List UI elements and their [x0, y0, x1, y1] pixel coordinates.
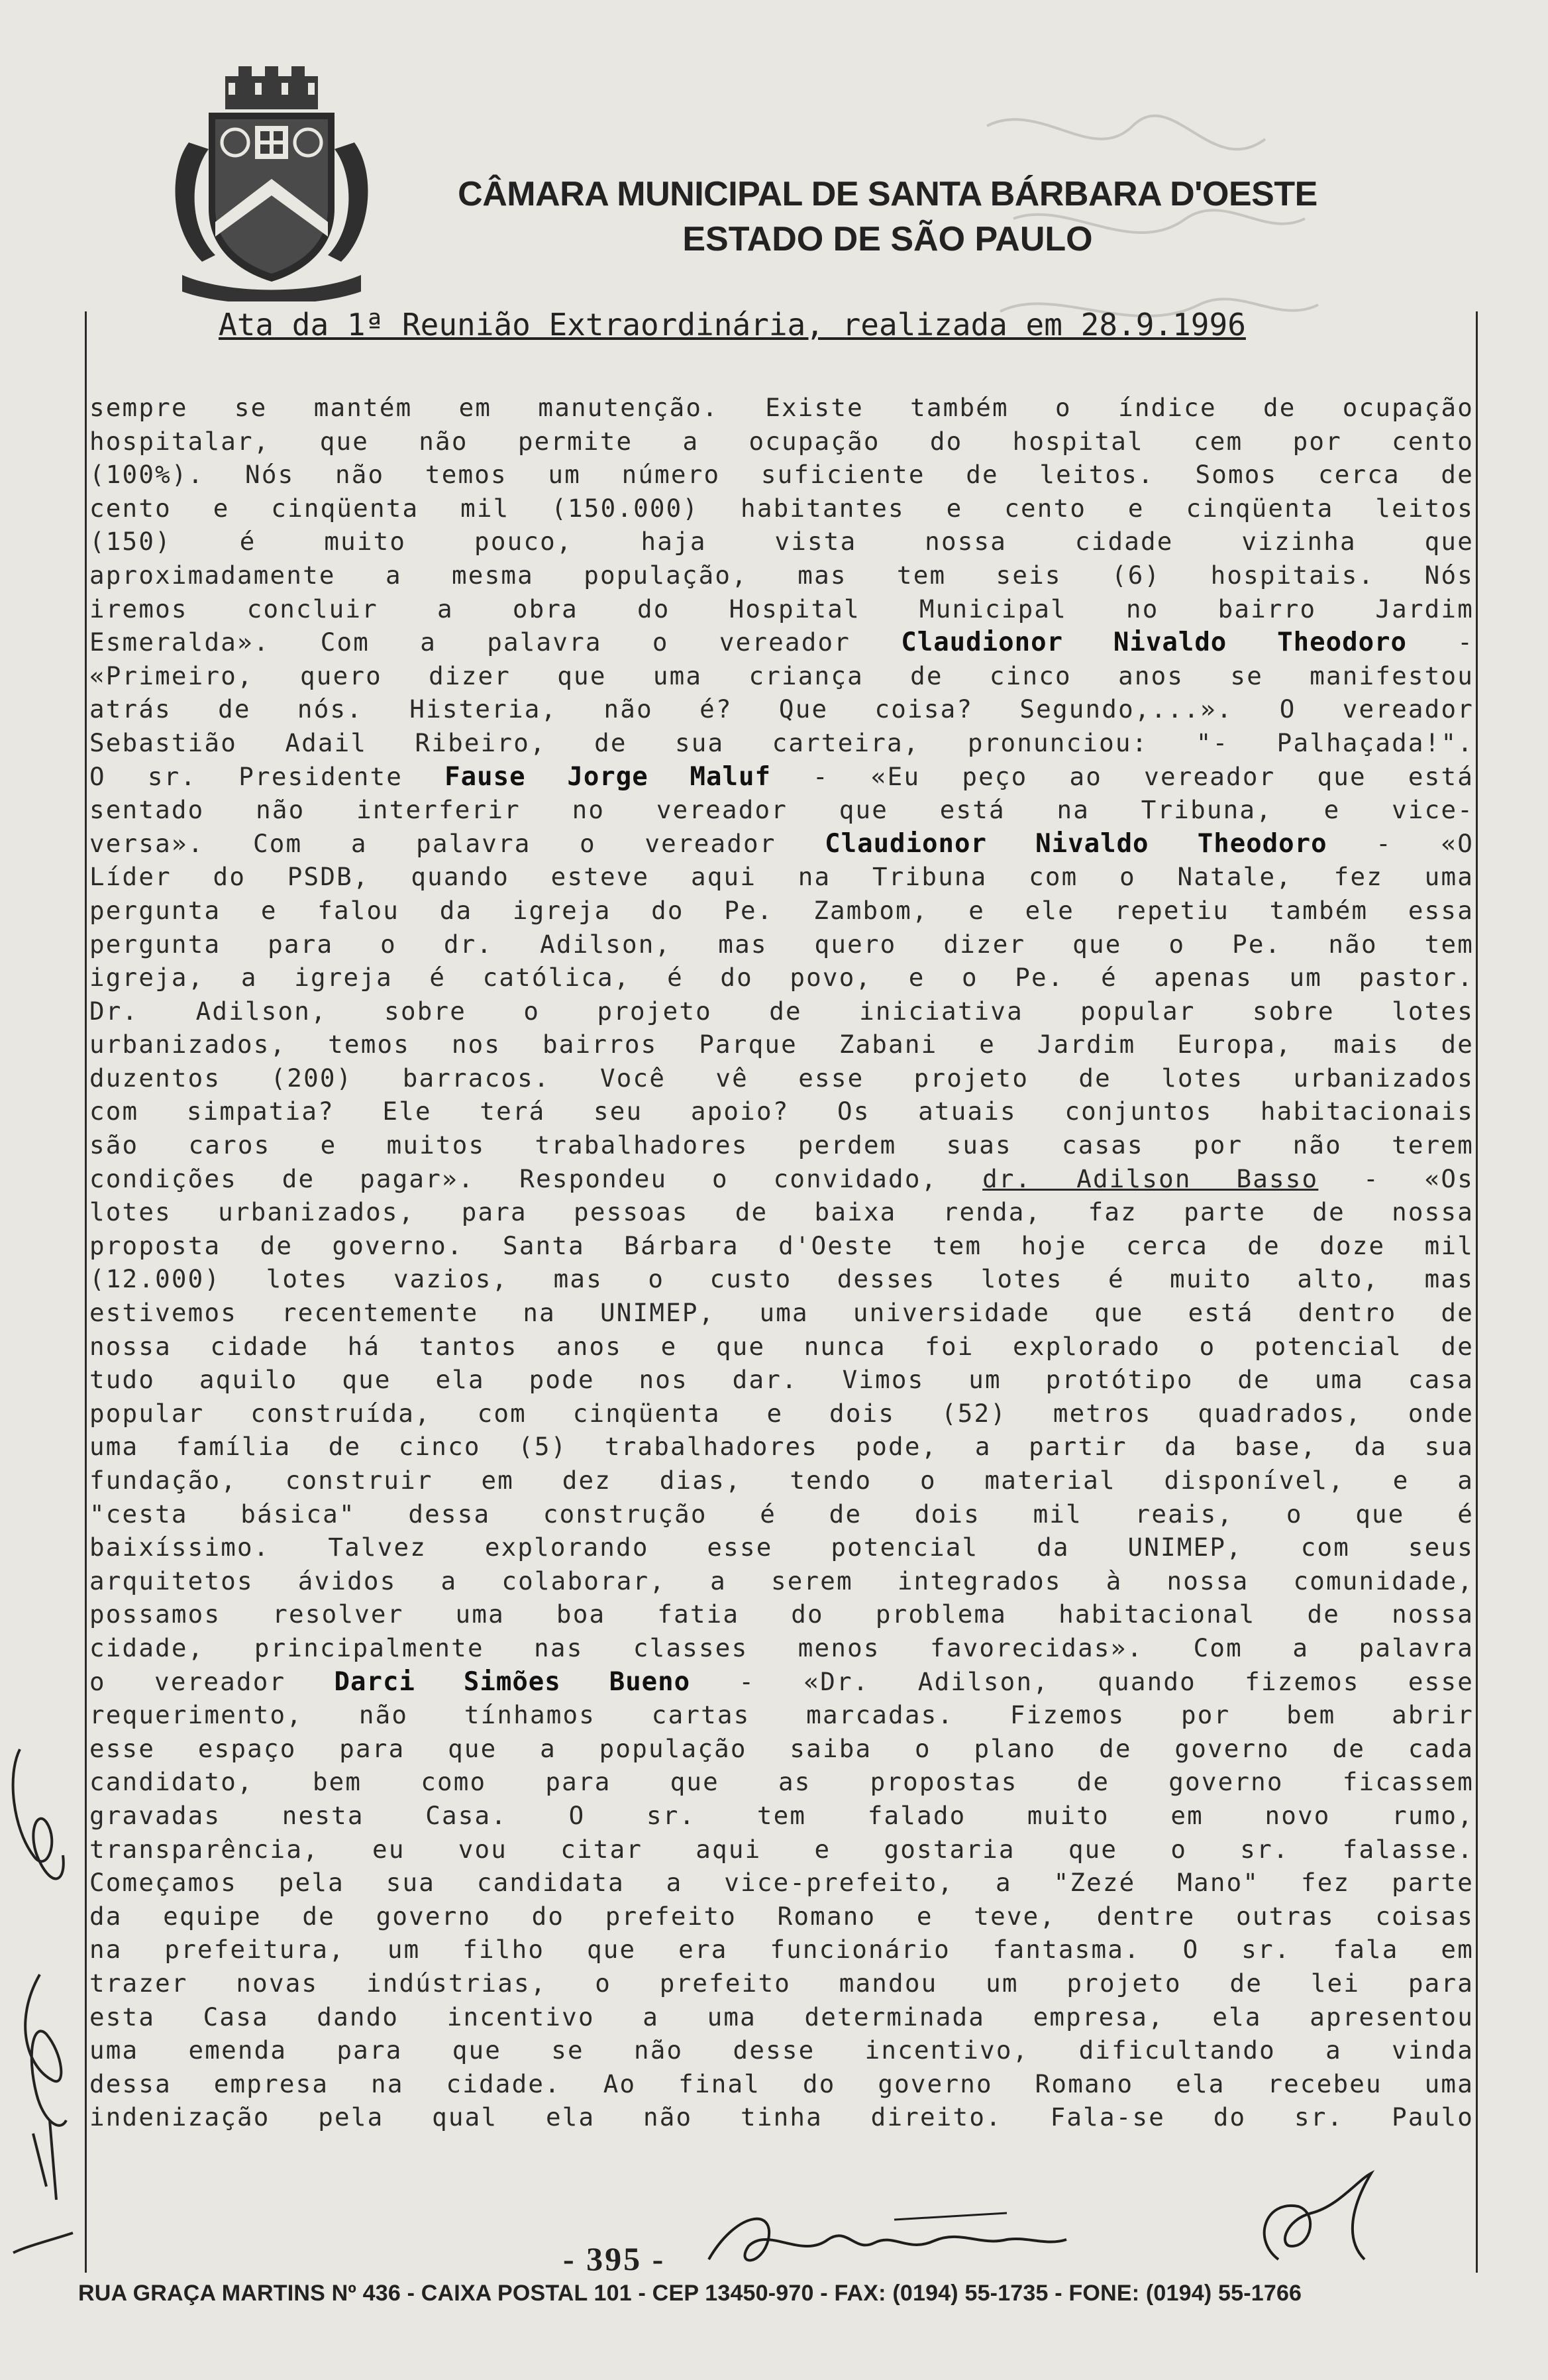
footer-address: RUA GRAÇA MARTINS Nº 436 - CAIXA POSTAL 101 - CEP 13450-970 - FAX: (0194) 55-1735 - FONE: (0194) 55-1766 — [78, 2281, 1302, 2306]
text-segment: pergunta e falou da igreja do Pe. Zambom, e ele repetiu também essa — [89, 895, 1474, 925]
text-line — [89, 1262, 1474, 1296]
text-segment: da equipe de governo do prefeito Romano e teve, dentre outras coisas — [89, 1901, 1474, 1931]
text-line — [89, 692, 1474, 726]
background-bleedthrough-signatures — [960, 86, 1331, 431]
text-segment: popular construída, com cinqüenta e dois (52) metros quadrados, onde — [89, 1398, 1474, 1428]
text-line — [89, 559, 1474, 592]
text-line — [89, 492, 1474, 525]
text-line — [89, 793, 1474, 827]
text-line — [89, 894, 1474, 928]
text-line — [89, 1464, 1474, 1497]
text-line — [89, 1195, 1474, 1229]
text-segment: (150) é muito pouco, haja vista nossa cidade vizinha que — [89, 527, 1474, 557]
text-segment: arquitetos ávidos a colaborar, a serem integrados à nossa comunidade, — [89, 1566, 1474, 1596]
text-segment: atrás de nós. Histeria, não é? Que coisa? Segundo,...». O vereador — [89, 694, 1474, 724]
text-line — [89, 1765, 1474, 1799]
text-segment: Líder do PSDB, quando esteve aqui na Tribuna com o Natale, fez uma — [89, 862, 1474, 892]
text-line — [89, 1531, 1474, 1564]
text-segment: baixíssimo. Talvez explorando esse potencial da UNIMEP, com seus — [89, 1533, 1474, 1562]
right-margin-rule — [1476, 311, 1478, 2273]
text-segment: requerimento, não tínhamos cartas marcadas. Fizemos por bem abrir — [89, 1700, 1474, 1730]
text-segment: possamos resolver uma boa fatia do problema habitacional de nossa — [89, 1599, 1474, 1629]
text-segment: condições de pagar». Respondeu o convidado, — [89, 1163, 983, 1193]
text-line — [89, 1330, 1474, 1364]
text-segment: iremos concluir a obra do Hospital Municipal no bairro Jardim — [89, 594, 1474, 623]
text-line — [89, 1028, 1474, 1061]
text-segment: - «Eu peço ao vereador que está — [770, 761, 1474, 791]
meeting-title: Ata da 1ª Reunião Extraordinária, realizada em 28.9.1996 — [219, 307, 1246, 343]
text-line — [89, 1296, 1474, 1330]
text-line — [89, 1597, 1474, 1631]
text-segment: cento e cinqüenta mil (150.000) habitantes e cento e cinqüenta leitos — [89, 493, 1474, 523]
text-segment: - «O — [1327, 828, 1474, 858]
text-segment: Começamos pela sua candidata a vice-prefeito, a "Zezé Mano" fez parte — [89, 1868, 1474, 1898]
text-segment: cidade, principalmente nas classes menos favorecidas». Com a palavra — [89, 1633, 1474, 1662]
text-segment: esta Casa dando incentivo a uma determinada empresa, ela apresentou — [89, 2002, 1474, 2031]
text-line — [89, 1933, 1474, 1967]
text-line — [89, 1229, 1474, 1263]
text-line — [89, 1061, 1474, 1095]
text-line — [89, 592, 1474, 626]
text-segment: sempre se mantém em manutenção. Existe também o índice de ocupação — [89, 393, 1474, 422]
text-segment: lotes urbanizados, para pessoas de baixa renda, faz parte de nossa — [89, 1197, 1474, 1227]
text-segment: fundação, construir em dez dias, tendo o material disponível, e a — [89, 1466, 1474, 1495]
text-line — [89, 1698, 1474, 1732]
text-line — [89, 2000, 1474, 2034]
text-segment: indenização pela qual ela não tinha direito. Fala-se do sr. Paulo — [89, 2102, 1474, 2132]
text-line — [89, 827, 1474, 861]
bottom-right-initials — [1239, 2167, 1398, 2279]
text-segment: o vereador — [89, 1666, 335, 1696]
text-segment: com simpatia? Ele terá seu apoio? Os atuais conjuntos habitacionais — [89, 1097, 1474, 1126]
state-name: ESTADO DE SÃO PAULO — [682, 220, 1093, 258]
text-segment: (100%). Nós não temos um número suficiente de leitos. Somos cerca de — [89, 460, 1474, 490]
text-segment: tudo aquilo que ela pode nos dar. Vimos um protótipo de uma casa — [89, 1365, 1474, 1395]
text-line — [89, 1732, 1474, 1766]
text-segment: esse espaço para que a população saiba o plano de governo de cada — [89, 1733, 1474, 1763]
text-line — [89, 860, 1474, 894]
text-segment: proposta de governo. Santa Bárbara d'Oeste tem hoje cerca de doze mil — [89, 1230, 1474, 1260]
text-segment: sentado não interferir no vereador que está na Tribuna, e vice- — [89, 795, 1474, 825]
text-segment: Sebastião Adail Ribeiro, de sua carteira, pronunciou: "- Palhaçada!". — [89, 728, 1474, 757]
text-segment: estivemos recentemente na UNIMEP, uma universidade que está dentro de — [89, 1298, 1474, 1328]
text-segment: uma família de cinco (5) trabalhadores pode, a partir da base, da sua — [89, 1432, 1474, 1462]
text-segment: «Primeiro, quero dizer que uma criança de cinco anos se manifestou — [89, 661, 1474, 690]
coat-of-arms-emblem — [162, 63, 381, 301]
text-segment: igreja, a igreja é católica, é do povo, e o Pe. é apenas um pastor. — [89, 963, 1474, 993]
text-segment: urbanizados, temos nos bairros Parque Zabani e Jardim Europa, mais de — [89, 1030, 1474, 1059]
text-segment: na prefeitura, um filho que era funcionário fantasma. O sr. fala em — [89, 1935, 1474, 1965]
page-number: - 395 - — [563, 2240, 666, 2277]
text-line — [89, 1631, 1474, 1665]
speaker-name: Darci Simões Bueno — [334, 1666, 691, 1697]
text-segment: versa». Com a palavra o vereador — [89, 828, 825, 858]
text-segment: (12.000) lotes vazios, mas o custo desses lotes é muito alto, mas — [89, 1264, 1474, 1294]
text-line — [89, 1430, 1474, 1464]
text-segment: são caros e muitos trabalhadores perdem suas casas por não terem — [89, 1130, 1474, 1160]
text-segment: Dr. Adilson, sobre o projeto de iniciativa popular sobre lotes — [89, 996, 1474, 1026]
text-line — [89, 995, 1474, 1028]
text-line — [89, 1799, 1474, 1833]
text-line — [89, 726, 1474, 760]
text-segment: candidato, bem como para que as propostas de governo ficassem — [89, 1767, 1474, 1797]
text-line — [89, 1665, 1474, 1699]
text-line — [89, 1363, 1474, 1397]
text-line — [89, 961, 1474, 995]
text-line — [89, 1564, 1474, 1598]
speaker-name: Claudionor Nivaldo Theodoro — [825, 828, 1327, 859]
text-segment: dessa empresa na cidade. Ao final do governo Romano ela recebeu uma — [89, 2069, 1474, 2098]
margin-signature-marks — [0, 1723, 79, 2319]
text-segment: aproximadamente a mesma população, mas tem seis (6) hospitais. Nós — [89, 560, 1474, 590]
text-segment: uma emenda para que se não desse incentivo, dificultando a vinda — [89, 2035, 1474, 2065]
minutes-body-text — [89, 391, 1474, 2134]
speaker-name: Fause Jorge Maluf — [444, 761, 771, 792]
text-segment: gravadas nesta Casa. O sr. tem falado muito em novo rumo, — [89, 1800, 1474, 1830]
text-line — [89, 1866, 1474, 1900]
text-line — [89, 2067, 1474, 2101]
text-line — [89, 1900, 1474, 1933]
text-segment: - — [1407, 627, 1474, 657]
text-line — [89, 1162, 1474, 1196]
text-line — [89, 760, 1474, 794]
text-segment: - «Dr. Adilson, quando fizemos esse — [690, 1666, 1474, 1696]
text-line — [89, 625, 1474, 659]
text-line — [89, 1095, 1474, 1128]
text-line — [89, 1833, 1474, 1866]
text-line — [89, 525, 1474, 559]
text-segment: trazer novas indústrias, o prefeito mandou um projeto de lei para — [89, 1968, 1474, 1998]
text-line — [89, 2100, 1474, 2134]
text-segment: O sr. Presidente — [89, 761, 445, 791]
text-line — [89, 928, 1474, 961]
text-segment: - «Os — [1318, 1163, 1474, 1193]
guest-name: dr. Adilson Basso — [982, 1163, 1319, 1193]
text-segment: "cesta básica" dessa construção é de dois mil reais, o que é — [89, 1499, 1474, 1529]
text-segment: duzentos (200) barracos. Você vê esse projeto de lotes urbanizados — [89, 1063, 1474, 1093]
left-margin-rule — [85, 311, 87, 2273]
text-line — [89, 2033, 1474, 2067]
text-line — [89, 458, 1474, 492]
text-line — [89, 659, 1474, 693]
text-segment: pergunta para o dr. Adilson, mas quero dizer que o Pe. não tem — [89, 929, 1474, 959]
text-segment: Esmeralda». Com a palavra o vereador — [89, 627, 902, 657]
text-line — [89, 1497, 1474, 1531]
text-line — [89, 1967, 1474, 2000]
text-segment: transparência, eu vou citar aqui e gostaria que o sr. falasse. — [89, 1834, 1474, 1864]
text-line — [89, 1128, 1474, 1162]
text-segment: hospitalar, que não permite a ocupação do hospital cem por cento — [89, 426, 1474, 456]
institution-name: CÂMARA MUNICIPAL DE SANTA BÁRBARA D'OESTE — [458, 175, 1317, 213]
speaker-name: Claudionor Nivaldo Theodoro — [901, 627, 1408, 658]
bottom-signature — [696, 2200, 1080, 2279]
text-segment: nossa cidade há tantos anos e que nunca foi explorado o potencial de — [89, 1331, 1474, 1361]
text-line — [89, 1397, 1474, 1431]
